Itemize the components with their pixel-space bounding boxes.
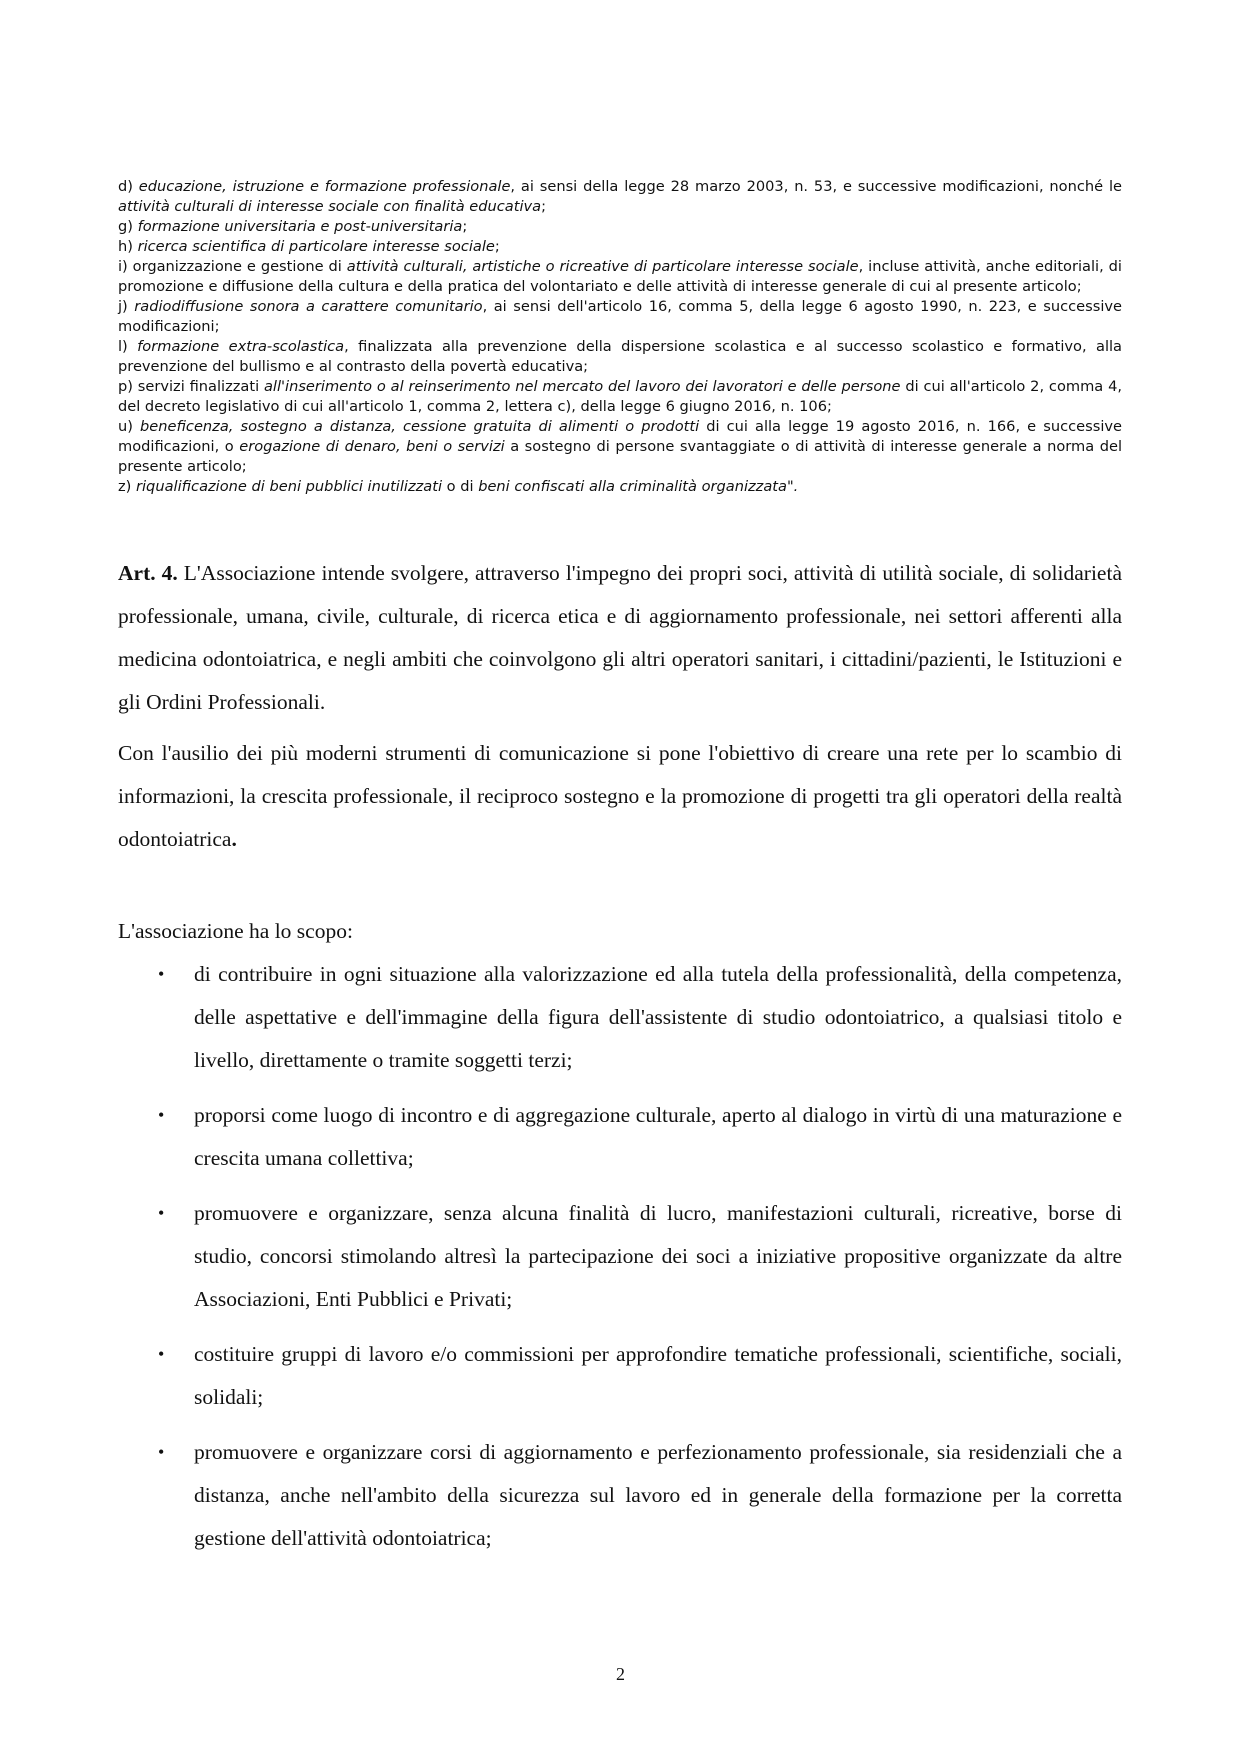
item-italic: beneficenza, sostegno a distanza, cessione gratuita di alimenti o prodotti — [140, 418, 700, 435]
item-prefix: i) organizzazione e gestione di — [118, 258, 347, 275]
bullet-item — [118, 953, 1122, 1082]
list-item-h — [118, 237, 1122, 257]
item-text: di cui all'articolo 2, comma 4, del decreto legislativo di cui all'articolo 1, comma 2, lettera c), della legge 6 giugno 2016, n. 106; — [118, 378, 1122, 415]
page-number: 2 — [616, 1664, 625, 1684]
item-prefix: u) — [118, 418, 141, 435]
scopo-title: L'associazione ha lo scopo: — [118, 919, 353, 943]
item-text: , finalizzata alla prevenzione della dispersione scolastica e al successo scolastico e formativo, alla prevenzione del bullismo e al contrasto della povertà educativa; — [118, 338, 1122, 375]
bullet-text: promuovere e organizzare corsi di aggiornamento e perfezionamento professionale, sia residenziali che a distanza, anche nell'ambito della sicurezza sul lavoro ed in generale della formazione per la corretta gestione dell'attività odontoiatrica; — [194, 1440, 1122, 1550]
item-end: ; — [494, 238, 500, 255]
bullet-text: proporsi come luogo di incontro e di aggregazione culturale, aperto al dialogo in virtù di una maturazione e crescita umana collettiva; — [194, 1103, 1122, 1170]
bullet-text: di contribuire in ogni situazione alla valorizzazione ed alla tutela della professionalità, della competenza, delle aspettative e dell'immagine della figura dell'assistente di studio odontoiatrico, a qualsiasi titolo e livello, direttamente o tramite soggetti terzi; — [194, 962, 1122, 1072]
item-italic: radiodiffusione sonora a carattere comunitario — [134, 298, 483, 315]
item-text: , ai sensi dell'articolo 16, comma 5, della legge 6 agosto 1990, n. 223, e successive modificazioni; — [118, 298, 1123, 335]
list-item-g — [118, 217, 1122, 237]
item-end: ; — [462, 218, 468, 235]
item-italic: riqualificazione di beni pubblici inutilizzati — [136, 478, 443, 495]
scopo-bullet-list — [118, 953, 1122, 1572]
item-prefix: j) — [118, 298, 135, 315]
bullet-icon: • — [158, 1442, 165, 1462]
item-italic: erogazione di denaro, beni o servizi — [239, 438, 505, 455]
bullet-text: costituire gruppi di lavoro e/o commissioni per approfondire tematiche professionali, scientifiche, sociali, solidali; — [194, 1342, 1122, 1409]
item-text: , ai sensi della legge 28 marzo 2003, n. 53, e successive modificazioni, nonché le — [510, 178, 1122, 195]
bullet-item — [118, 1333, 1122, 1419]
bullet-icon: • — [158, 964, 165, 984]
item-text: di cui alla legge 19 agosto 2016, n. 166, e successive modificazioni, o — [118, 418, 1122, 455]
list-item-u — [118, 417, 1122, 477]
activities-list — [118, 177, 1122, 497]
paragraph-text: Con l'ausilio dei più moderni strumenti di comunicazione si pone l'obiettivo di creare una rete per lo scambio di informazioni, la crescita professionale, il reciproco sostegno e la promozione di progetti tra gli operatori della realtà odontoiatrica — [118, 741, 1122, 851]
bullet-icon: • — [158, 1203, 165, 1223]
bullet-item — [118, 1192, 1122, 1321]
paragraph-end: . — [231, 827, 237, 851]
item-italic: attività culturali, artistiche o ricreative di particolare interesse sociale — [346, 258, 859, 275]
item-text: a sostegno di persone svantaggiate o di attività di interesse generale a norma del presente articolo; — [118, 438, 1122, 475]
list-item-z — [118, 477, 1122, 497]
bullet-item — [118, 1431, 1122, 1560]
item-prefix: g) — [118, 218, 138, 235]
article-4-paragraph-1 — [118, 552, 1122, 724]
paragraph-text: L'Associazione intende svolgere, attraverso l'impegno dei propri soci, attività di utilità sociale, di solidarietà professionale, umana, civile, culturale, di ricerca etica e di aggiornamento professionale, nei settori afferenti alla medicina odontoiatrica, e negli ambiti che coinvolgono gli altri operatori sanitari, i cittadini/pazienti, le Istituzioni e gli Ordini Professionali. — [118, 561, 1122, 714]
item-prefix: d) — [118, 178, 139, 195]
article-4 — [118, 552, 1122, 861]
item-text: o di — [442, 478, 479, 495]
item-italic: formazione universitaria e post-universitaria — [137, 218, 463, 235]
item-italic: educazione, istruzione e formazione professionale — [138, 178, 511, 195]
item-prefix: h) — [118, 238, 138, 255]
list-item-d — [118, 177, 1122, 217]
item-italic: all'inserimento o al reinserimento nel mercato del lavoro dei lavoratori e delle persone — [263, 378, 901, 395]
bullet-text: promuovere e organizzare, senza alcuna finalità di lucro, manifestazioni culturali, ricreative, borse di studio, concorsi stimolando altresì la partecipazione dei soci a iniziative propositive organizzate da altre Associazioni, Enti Pubblici e Privati; — [194, 1201, 1122, 1311]
item-italic: ricerca scientifica di particolare interesse sociale — [137, 238, 495, 255]
list-item-j — [118, 297, 1122, 337]
list-item-l — [118, 337, 1122, 377]
item-italic: attività culturali di interesse sociale con finalità educativa — [118, 198, 542, 215]
item-italic: beni confiscati alla criminalità organizzata". — [478, 478, 799, 495]
item-prefix: l) — [118, 338, 138, 355]
bullet-icon: • — [158, 1344, 165, 1364]
item-italic: formazione extra-scolastica — [137, 338, 345, 355]
list-item-i — [118, 257, 1122, 297]
item-end: ; — [541, 198, 547, 215]
bullet-item — [118, 1094, 1122, 1180]
bullet-icon: • — [158, 1105, 165, 1125]
item-prefix: z) — [118, 478, 136, 495]
list-item-p — [118, 377, 1122, 417]
item-text: , incluse attività, anche editoriali, di promozione e diffusione della cultura e della pratica del volontariato e delle attività di interesse generale di cui al presente articolo; — [118, 258, 1122, 295]
article-heading: Art. 4. — [118, 561, 178, 585]
article-4-paragraph-2 — [118, 732, 1122, 861]
item-prefix: p) servizi finalizzati — [118, 378, 264, 395]
